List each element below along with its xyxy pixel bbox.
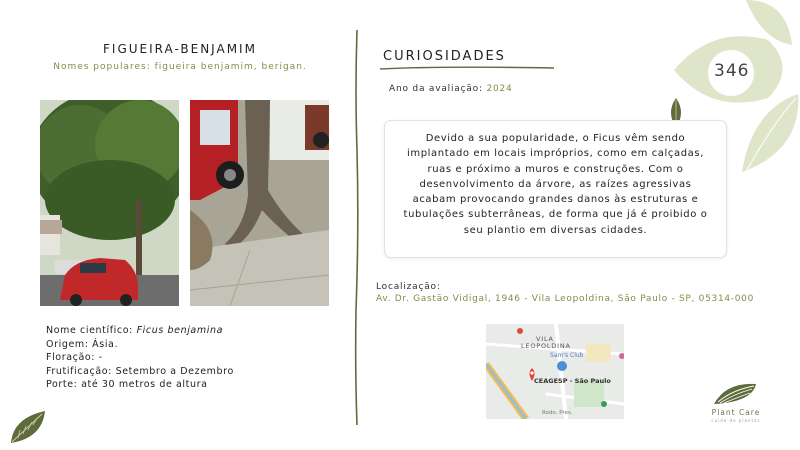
location-map[interactable] <box>486 324 624 419</box>
roots-photo <box>190 100 329 306</box>
location-label: Localização: <box>376 282 441 292</box>
tree-photo <box>40 100 179 306</box>
curiosities-title: CURIOSIDADES <box>383 49 506 64</box>
flowering: Floração: - <box>46 352 103 363</box>
fruiting: Frutificação: Setembro a Dezembro <box>46 365 234 377</box>
brand-name: Plant Care <box>711 408 761 417</box>
divider-line <box>352 30 362 425</box>
page-number: 346 <box>714 61 750 81</box>
map-road-label: Rodo. Pres. <box>542 410 573 416</box>
map-place-ceagesp: CEAGESP - São Paulo <box>534 377 611 385</box>
origin: Origem: Ásia. <box>46 338 119 350</box>
map-place-sams-club: Sam's Club <box>550 352 584 359</box>
scientific-name: Nome científico: Ficus benjamina <box>46 325 223 336</box>
evaluation-year-value: 2024 <box>486 84 513 94</box>
location-address: Av. Dr. Gastão Vidigal, 1946 - Vila Leopoldina, São Paulo - SP, 05314-000 <box>376 294 755 304</box>
popular-names: Nomes populares: figueira benjamim, berigan. <box>53 62 307 72</box>
map-label-vila: VILA <box>536 335 554 343</box>
curiosities-text: Devido a sua popularidade, o Ficus vêm sendo implantado em locais impróprios, como em calçadas, ruas e próximo a muros e construções. Com o desenvolvimento da árvore, as raízes agressivas acabam provocando grandes danos às estruturas e tubulações subterrâneas, de forma que já é proibido o seu plantio em diversas cidades. <box>384 120 727 258</box>
species-title: FIGUEIRA-BENJAMIM <box>103 42 257 56</box>
leaf-icon <box>8 408 48 446</box>
evaluation-year: Ano da avaliação: 2024 <box>389 84 513 94</box>
scientific-name-value: Ficus benjamina <box>136 325 223 336</box>
map-label-leopoldina: LEOPOLDINA <box>521 342 571 350</box>
brand-tagline: cuide de plantas <box>711 418 761 423</box>
size: Porte: até 30 metros de altura <box>46 379 208 390</box>
species-details <box>46 324 234 392</box>
underline-brush <box>380 64 555 72</box>
plant-care-logo-icon <box>712 378 760 408</box>
